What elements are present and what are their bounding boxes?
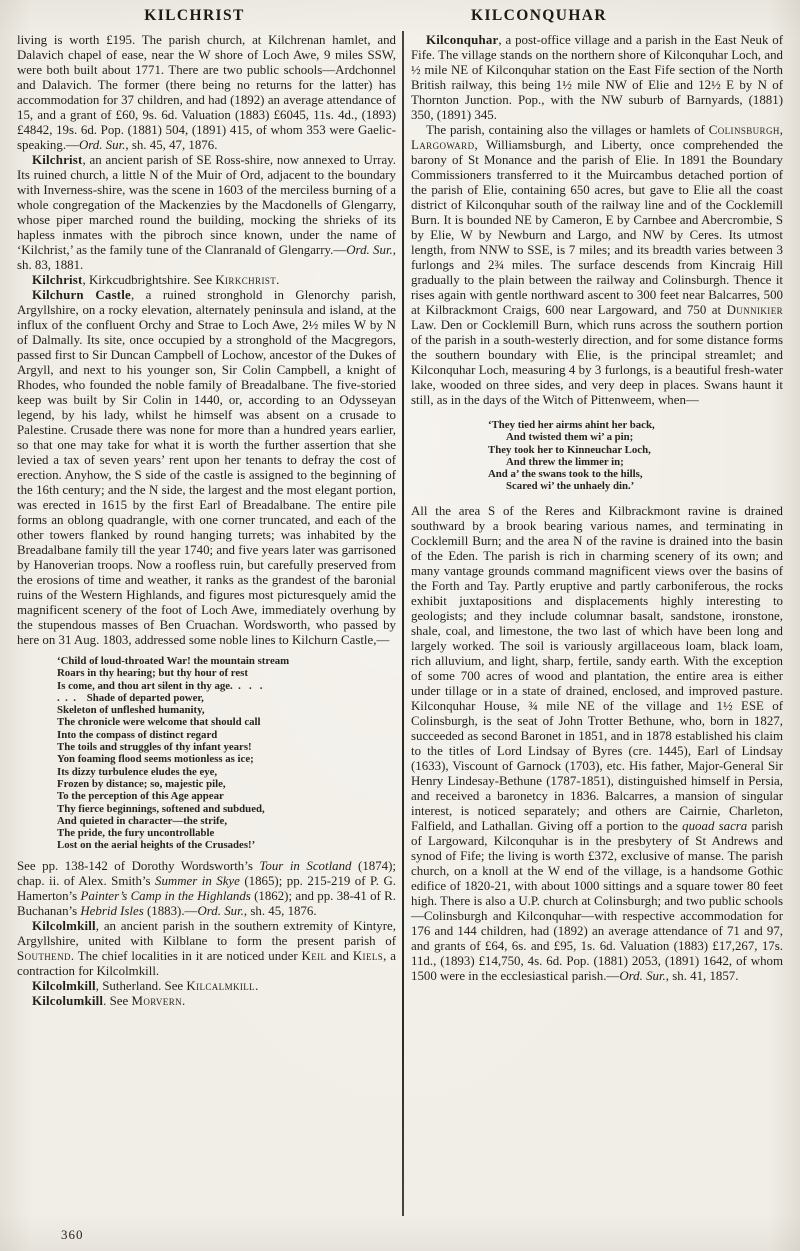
poem-line: They took her to Kinneuchar Loch, [488, 443, 651, 456]
poem-line: Yon foaming flood seems motionless as ice; [57, 753, 254, 766]
poem-line: Its dizzy turbulence eludes the eye, [57, 765, 218, 778]
entry-paragraph: Kilchurn Castle, a ruined stronghold in Glenorchy parish, Argyllshire, on a rocky elevation, alternately peninsula and island, at the influx of the confluent Orchy and Strae to Loch Awe, 2½ miles W by N of Dalmally. Its site, once occupied by a stronghold of the Macgregors, passed first to Sir Duncan Campbell of Lochow, ancestor of the Dukes of Argyll, and next to his younger son, Sir Colin Campbell, a knight of Rhodes, who founded the noble family of Breadalbane. The five-storied keep was built by Sir Colin in 1440, or, according to an Odysseyan legend, by his lady, whilst he himself was absent on a crusade to Palestine. Crusade there was none for more than a hundred years earlier, so that one may take for what it is worth the further assertion that she levied a tax of seven years’ rent upon her tenants to defray the cost of erection. Anyhow, the S side of the castle is assigned to the beginning of the 16th century; and the N side, the largest and the most elegant portion, was erected in 1615 by the first Earl of Breadalbane. The entire pile forms an oblong quadrangle, with one corner truncated, and each of the other towers flanked by round hanging turrets; was inhabited by the Breadalbane family till the year 1740; and five years later was garrisoned by Hanoverian troops. Now a roofless ruin, but carefully preserved from the erosions of time and weather, it ranks as the grandest of the baronial ruins of the Western Highlands, and figures most picturesquely amid the magnificent scenery of the foot of Loch Awe, immediately overhung by the stupendous masses of Ben Cruachan. Wordsworth, who passed by here on 31 Aug. 1803, addressed some noble lines to Kilchurn Castle,— [17, 288, 396, 647]
poem-line: The toils and struggles of thy infant years! [57, 741, 252, 754]
left-column [17, 5, 396, 1009]
poem-line: ‘They tied her airms ahint her back, [488, 419, 655, 431]
poem-line: The chronicle were welcome that should call [57, 716, 261, 729]
poem-line: Into the compass of distinct regard [57, 728, 218, 741]
poem-line: Is come, and thou art silent in thy age. . . . [57, 679, 263, 692]
poem-line: And twisted them wi’ a pin; [506, 431, 634, 444]
poem-line: And a’ the swans took to the hills, [488, 468, 643, 481]
entry-paragraph: Kilconquhar, a post-office village and a parish in the East Neuk of Fife. The village stands on the northern shore of Kilconquhar Loch, and ½ mile NE of Kilconquhar station on the East Fife section of the North British railway, this being 1½ mile NW of Elie and 12½ E by N of Thornton Junction. Pop., with the NW suburb of Barnyards, (1881) 350, (1891) 345. [411, 33, 783, 122]
entry-paragraph: Kilcolumkill. See Morvern. [32, 993, 186, 1008]
column-divider-rule [402, 31, 404, 1216]
poem-line: . . . Shade of departed power, [57, 691, 204, 704]
entry-paragraph: Kilchrist, an ancient parish of SE Ross-shire, now annexed to Urray. Its ruined church, a little N of the Muir of Ord, adjacent to the boundary with Inverness-shire, was the scene in 1603 of the merciless burning of a whole congregation of the Mackenzies by the Macdonells of Glengarry, whose piper marched round the building, mocking the shrieks of its hapless inmates with the pibroch since known, under the name of ‘Kilchrist,’ as the family tune of the Clanranald of Glengarry.—Ord. Sur., sh. 83, 1881. [17, 153, 396, 272]
poem-line: Thy fierce beginnings, softened and subdued, [57, 802, 265, 815]
poem-line: Roars in thy hearing; but thy hour of rest [57, 667, 248, 680]
entry-paragraph: Kilcolmkill, Sutherland. See Kilcalmkill. [32, 978, 259, 993]
poem-line: To the perception of this Age appear [57, 790, 224, 803]
poem-line: Scared wi’ the unhaely din.’ [506, 480, 635, 493]
poem-line: The pride, the fury uncontrollable [57, 827, 215, 840]
poem-line: Frozen by distance; so, majestic pile, [57, 777, 226, 790]
entry-paragraph: All the area S of the Reres and Kilbrackmont ravine is drained southward by a brook bearing various names, and terminating in Cocklemill Burn; and the area N of the ravine is drained into the basin of the Eden. The parish is rich in charming scenery of its own; and many vantage grounds command magnificent views over the basins of the Forth and Tay. Partly eruptive and partly carboniferous, the rocks exhibit juxtapositions and displacements highly interesting to geologists; and they include columnar basalt, sandstone, ironstone, shale, coal, and limestone, the two last of which have been long and largely worked. The soil is variously argillaceous loam, black loam, rich alluvium, and light, sharp, fertile, sandy earth. With the exception of some 700 acres of wood and plantation, the entire area is either under tillage or in a state of drained, enclosed, and improved pasture. Kilconquhar House, ¾ mile NE of the village and 1½ ESE of Colinsburgh, is the seat of John Trotter Bethune, who, born in 1827, succeeded as second Baronet in 1851, and in 1878 established his claim to the titles of Lord Lindsay of Byres (cre. 1445), Earl of Lindsay (1633), Viscount of Garnock (1703), etc. His father, Major-General Sir Henry Lindesay-Bethune (1787-1851), distinguished himself in Persia, and received a baronetcy in 1836. Balcarres, a mansion of singular interest, is noticed separately; and others are Cairnie, Charleton, Falfield, and Lathallan. Giving off a portion to the quoad sacra parish of Largoward, Kilconquhar is in the presbytery of St Andrews and synod of Fife; the living is worth £372, exclusive of manse. The parish church, on a knoll at the W end of the village, is a handsome Gothic edifice of 1820-21, with about 1000 sittings and a square tower 80 feet high. There is also a U.P. church at Colinsburgh; and two public schools—Colinsburgh and Kilconquhar—with respective accommodation for 176 and 144 children, had (1892) an average attendance of 71 and 97, and grants of £64, 6s. and £95, 1s. 6d. Valuation (1883) £17,267, 17s. 11d., (1893) £14,750, 4s. 6d. Pop. (1881) 2053, (1891) 1642, of whom 1500 were in the ecclesiastical parish.—Ord. Sur., sh. 41, 1857. [411, 503, 783, 983]
right-column [411, 5, 783, 984]
poem-line: Skeleton of unfleshed humanity, [57, 704, 205, 717]
entry-paragraph: Kilcolmkill, an ancient parish in the southern extremity of Kintyre, Argyllshire, united with Kilblane to form the present parish of Southend. The chief localities in it are noticed under Keil and Kiels, a contraction for Kilcolmkill. [17, 918, 396, 978]
entry-paragraph: Kilchrist, Kirkcudbrightshire. See Kirkchrist. [32, 273, 280, 287]
poem-line: Lost on the aerial heights of the Crusades!’ [57, 839, 256, 852]
poem-line: And quieted in character—the strife, [57, 814, 228, 827]
poem-quote [57, 655, 396, 852]
right-column-header: KILCONQUHAR [471, 7, 607, 24]
entry-paragraph: The parish, containing also the villages or hamlets of Colinsburgh, Largoward, Williamsburgh, and Liberty, once comprehended the barony of St Monance and the parish of Elie. In 1891 the Boundary Commissioners transferred to it the Muircambus detached portion of the parish of Elie, containing 650 acres, but gave to Elie all the coast district of Kilconquhar south of the railway line and of the Cocklemill Burn. It is bounded NE by Cameron, E by Carnbee and Abercrombie, S by Elie, W by Newburn and Largo, and NW by Ceres. Its utmost length, from NNW to SSE, is 7 miles; and its breadth varies between 3 furlongs and 2¾ miles. The surface descends from Kincraig Hill gradually to the plain between the railway and Colinsburgh. Thence it rises again with gentle northward ascent to 300 feet near Balcarres, 500 at Kilbrackmont Craigs, 600 near Largoward, and 750 at Dunnikier Law. Den or Cocklemill Burn, which runs across the southern portion of the parish in a south-westerly direction, and for some distance forms the southern boundary with Elie, is the principal streamlet; and Kilconquhar Loch, measuring 4 by 3 furlongs, is a beautiful fresh-water lake, wooded on three sides, and very deep in places. Swans haunt it still, as in the days of the Witch of Pittenweem, when— [411, 123, 783, 407]
entry-paragraph: See pp. 138-142 of Dorothy Wordsworth’s Tour in Scotland (1874); chap. ii. of Alex. Smith’s Summer in Skye (1865); pp. 215-219 of P. G. Hamerton’s Painter’s Camp in the Highlands (1862); and pp. 38-41 of R. Buchanan’s Hebrid Isles (1883).—Ord. Sur., sh. 45, 1876. [17, 858, 396, 918]
right-column-body [411, 33, 783, 984]
left-column-body [17, 33, 396, 1009]
entry-paragraph: living is worth £195. The parish church, at Kilchrenan hamlet, and Dalavich chapel of ease, near the W shore of Loch Awe, 9 miles SSW, were both built about 1771. There are two public schools—Ardchonnel and Dalavich. The former (there being no returns for the latter) has accommodation for 37 children, and had (1892) an average attendance of 15, and a grant of £60, 9s. 6d. Valuation (1883) £6045, 11s. 4d., (1893) £4842, 19s. 6d. Pop. (1881) 504, (1891) 415, of whom 353 were Gaelic-speaking.—Ord. Sur., sh. 45, 47, 1876. [17, 33, 396, 152]
poem-line: ‘Child of loud-throated War! the mountain stream [57, 655, 290, 667]
page-number: 360 [61, 1227, 84, 1242]
poem-line: And threw the limmer in; [506, 455, 624, 468]
ballad-quote [488, 419, 783, 493]
left-column-header: KILCHRIST [144, 7, 245, 24]
